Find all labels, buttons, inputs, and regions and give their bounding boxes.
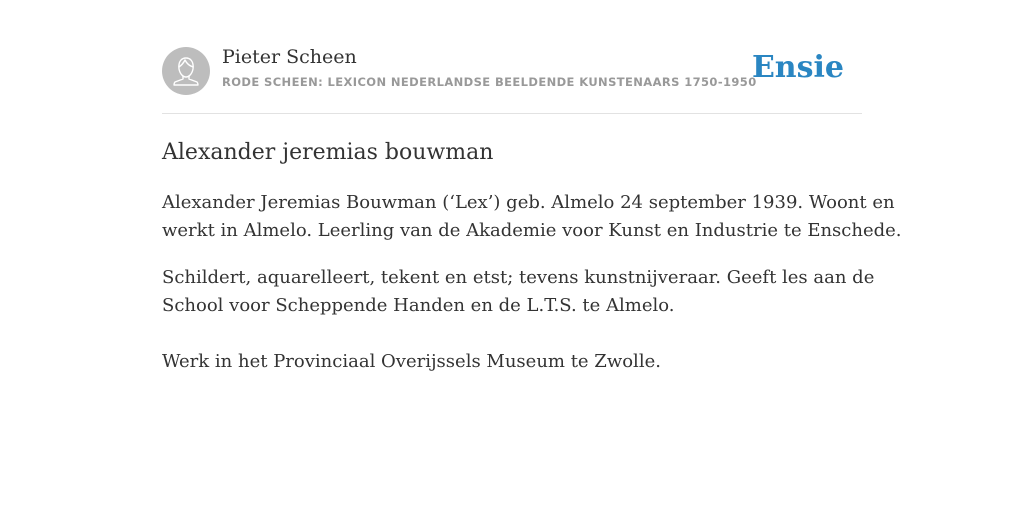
paragraph-1-line-2: werkt in Almelo. Leerling van de Akademie voor Kunst en Industrie te Enschede. <box>162 220 902 241</box>
source-title[interactable]: RODE SCHEEN: LEXICON NEDERLANDSE BEELDENDE KUNSTENAARS 1750-1950 <box>222 75 757 89</box>
author-avatar[interactable] <box>162 47 210 95</box>
user-silhouette-icon <box>162 47 210 95</box>
entry-title: Alexander jeremias bouwman <box>162 140 494 165</box>
paragraph-2-line-1: Schildert, aquarelleert, tekent en etst; tevens kunstnijveraar. Geeft les aan de <box>162 267 875 288</box>
author-name[interactable]: Pieter Scheen <box>222 46 357 68</box>
ensie-logo[interactable]: Ensie <box>751 50 844 85</box>
paragraph-3-line-1: Werk in het Provinciaal Overijssels Museum te Zwolle. <box>162 351 661 372</box>
entry-paragraph-3 <box>162 348 862 376</box>
entry-card <box>162 44 902 376</box>
paragraph-1-line-1: Alexander Jeremias Bouwman (‘Lex’) geb. Almelo 24 september 1939. Woont en <box>162 192 895 213</box>
paragraph-2-line-2: School voor Scheppende Handen en de L.T.S. te Almelo. <box>162 295 675 316</box>
entry-header <box>162 44 862 114</box>
entry-paragraph-1 <box>162 189 902 245</box>
entry-paragraph-2 <box>162 264 875 320</box>
